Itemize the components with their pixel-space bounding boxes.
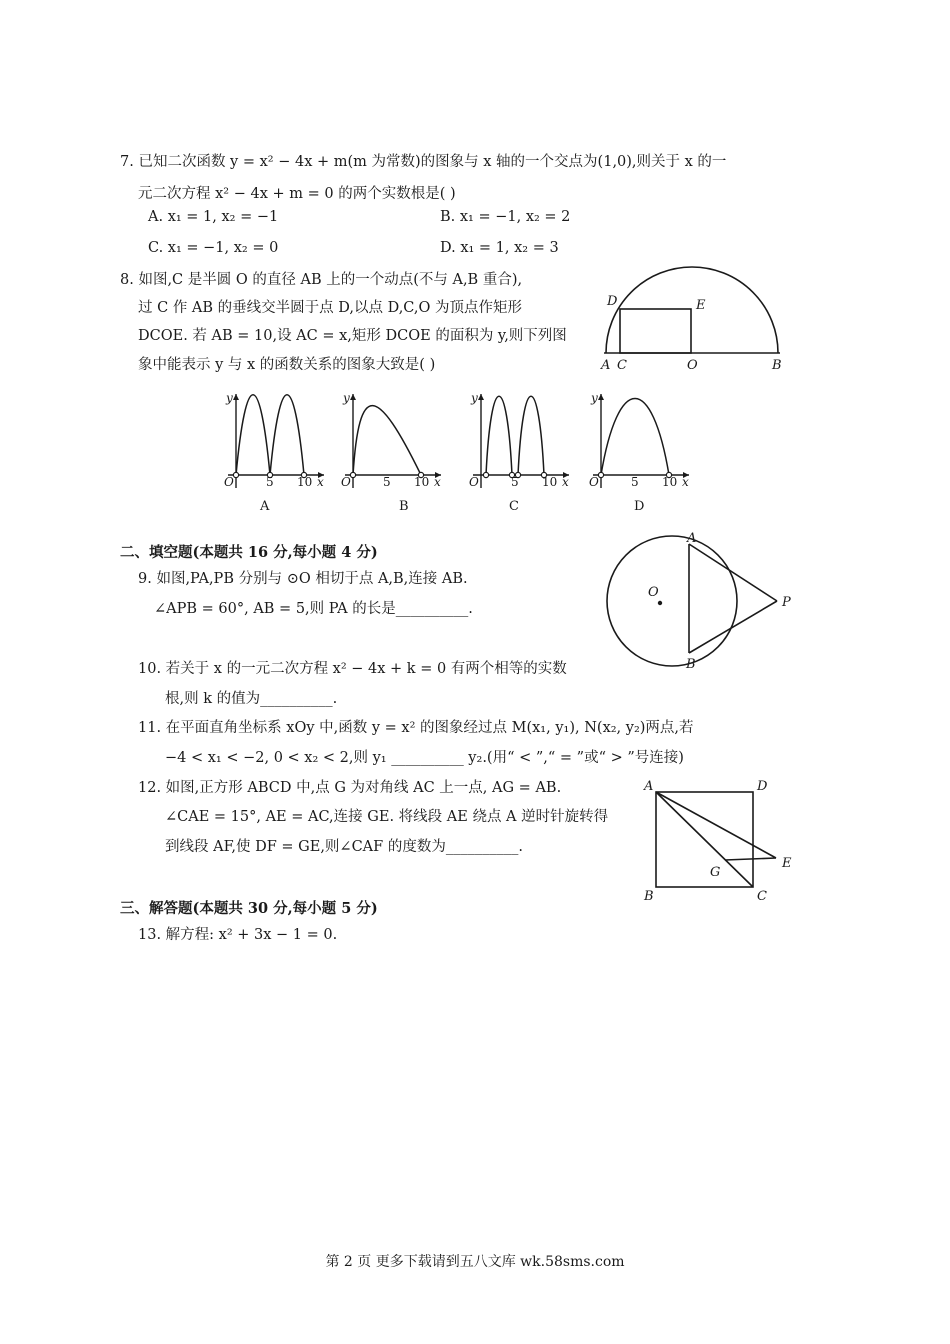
q7-option-c: C. x₁ = −1, x₂ = 0 bbox=[148, 240, 279, 256]
q11-line1: 11. 在平面直角坐标系 xOy 中,函数 y = x² 的图象经过点 M(x₁, y₁), N(x₂, y₂)两点,若 bbox=[138, 720, 694, 736]
q8-graph-c-origin: O bbox=[469, 475, 479, 489]
q8-graph-c-xlabel: x bbox=[562, 475, 569, 489]
q7-line2: 元二次方程 x² − 4x + m = 0 的两个实数根是( ) bbox=[138, 186, 456, 202]
q7-option-d: D. x₁ = 1, x₂ = 3 bbox=[440, 240, 559, 256]
q9-line2: ∠APB = 60°, AB = 5,则 PA 的长是__________. bbox=[154, 601, 473, 617]
q12-label-b: B bbox=[644, 889, 654, 904]
q8-line2: 过 C 作 AB 的垂线交半圆于点 D,以点 D,C,O 为顶点作矩形 bbox=[138, 300, 522, 316]
q12-label-d: D bbox=[757, 779, 768, 794]
q8-line3: DCOE. 若 AB = 10,设 AC = x,矩形 DCOE 的面积为 y,则下列图 bbox=[138, 328, 567, 344]
section-3-heading: 三、解答题(本题共 30 分,每小题 5 分) bbox=[120, 900, 378, 917]
q8-line4: 象中能表示 y 与 x 的函数关系的图象大致是( ) bbox=[138, 357, 436, 373]
q8-semicircle-figure bbox=[594, 265, 799, 375]
q8-line1: 8. 如图,C 是半圆 O 的直径 AB 上的一个动点(不与 A,B 重合), bbox=[120, 272, 523, 288]
q9-line1: 9. 如图,PA,PB 分别与 ⊙O 相切于点 A,B,连接 AB. bbox=[138, 571, 468, 587]
q12-line3: 到线段 AF,使 DF = GE,则∠CAF 的度数为__________. bbox=[165, 839, 523, 855]
q12-square-figure bbox=[636, 776, 801, 906]
q8-graph-a bbox=[220, 390, 335, 515]
q8-graph-d-tick-10: 10 bbox=[662, 475, 678, 489]
q8-label-c: C bbox=[617, 358, 627, 373]
q8-graph-d-origin: O bbox=[589, 475, 599, 489]
q8-label-e: E bbox=[696, 298, 706, 313]
q8-label-b: B bbox=[772, 358, 782, 373]
q9-circle-figure bbox=[596, 530, 806, 675]
q8-graph-a-tick-10: 10 bbox=[297, 475, 313, 489]
q7-option-b: B. x₁ = −1, x₂ = 2 bbox=[440, 209, 571, 225]
q10-line2: 根,则 k 的值为__________. bbox=[165, 691, 338, 707]
q8-graph-a-tick-5: 5 bbox=[266, 475, 274, 489]
q8-graph-d-letter: D bbox=[634, 499, 645, 514]
q12-label-c: C bbox=[757, 889, 767, 904]
q8-graph-b bbox=[337, 390, 452, 515]
q10-line1: 10. 若关于 x 的一元二次方程 x² − 4x + k = 0 有两个相等的实数 bbox=[138, 661, 567, 677]
q8-graph-c-ylabel: y bbox=[471, 391, 478, 405]
q8-graph-b-tick-10: 10 bbox=[414, 475, 430, 489]
q8-graph-a-ylabel: y bbox=[226, 391, 233, 405]
q13-line: 13. 解方程: x² + 3x − 1 = 0. bbox=[138, 927, 338, 943]
q12-line2: ∠CAE = 15°, AE = AC,连接 GE. 将线段 AE 绕点 A 逆时针旋转得 bbox=[165, 809, 609, 825]
q8-label-a: A bbox=[601, 358, 611, 373]
section-2-heading: 二、填空题(本题共 16 分,每小题 4 分) bbox=[120, 544, 378, 561]
q8-graph-c bbox=[465, 390, 580, 515]
q8-graph-c-tick-10: 10 bbox=[542, 475, 558, 489]
q7-option-a: A. x₁ = 1, x₂ = −1 bbox=[148, 209, 279, 225]
q12-label-g: G bbox=[710, 865, 721, 880]
q8-label-o: O bbox=[687, 358, 698, 373]
q8-graph-d-tick-5: 5 bbox=[631, 475, 639, 489]
q9-label-a: A bbox=[687, 531, 697, 546]
q7-line1: 7. 已知二次函数 y = x² − 4x + m(m 为常数)的图象与 x 轴的一个交点为(1,0),则关于 x 的一 bbox=[120, 154, 727, 170]
q9-label-p: P bbox=[782, 595, 791, 610]
q12-line1: 12. 如图,正方形 ABCD 中,点 G 为对角线 AC 上一点, AG = AB. bbox=[138, 780, 562, 796]
q8-graph-c-tick-5: 5 bbox=[511, 475, 519, 489]
q8-graph-c-letter: C bbox=[509, 499, 519, 514]
q9-label-b: B bbox=[686, 657, 696, 672]
page-footer: 第 2 页 更多下载请到五八文库 wk.58sms.com bbox=[325, 1254, 625, 1270]
q8-graph-a-letter: A bbox=[260, 499, 270, 514]
q8-graph-b-origin: O bbox=[341, 475, 351, 489]
q12-label-e: E bbox=[782, 856, 792, 871]
q8-label-d: D bbox=[607, 294, 618, 309]
q9-label-o: O bbox=[648, 585, 659, 600]
q8-graph-d-xlabel: x bbox=[682, 475, 689, 489]
q12-label-a: A bbox=[644, 779, 654, 794]
q8-graph-b-tick-5: 5 bbox=[383, 475, 391, 489]
q8-graph-b-xlabel: x bbox=[434, 475, 441, 489]
q8-graph-b-ylabel: y bbox=[343, 391, 350, 405]
q8-graph-d-ylabel: y bbox=[591, 391, 598, 405]
q8-graph-d bbox=[585, 390, 700, 515]
q8-graph-b-letter: B bbox=[399, 499, 409, 514]
q8-graph-a-origin: O bbox=[224, 475, 234, 489]
q11-line2: −4 < x₁ < −2, 0 < x₂ < 2,则 y₁ __________ y₂.(用“ < ”,“ = ”或“ > ”号连接) bbox=[165, 750, 684, 766]
q8-graph-a-xlabel: x bbox=[317, 475, 324, 489]
